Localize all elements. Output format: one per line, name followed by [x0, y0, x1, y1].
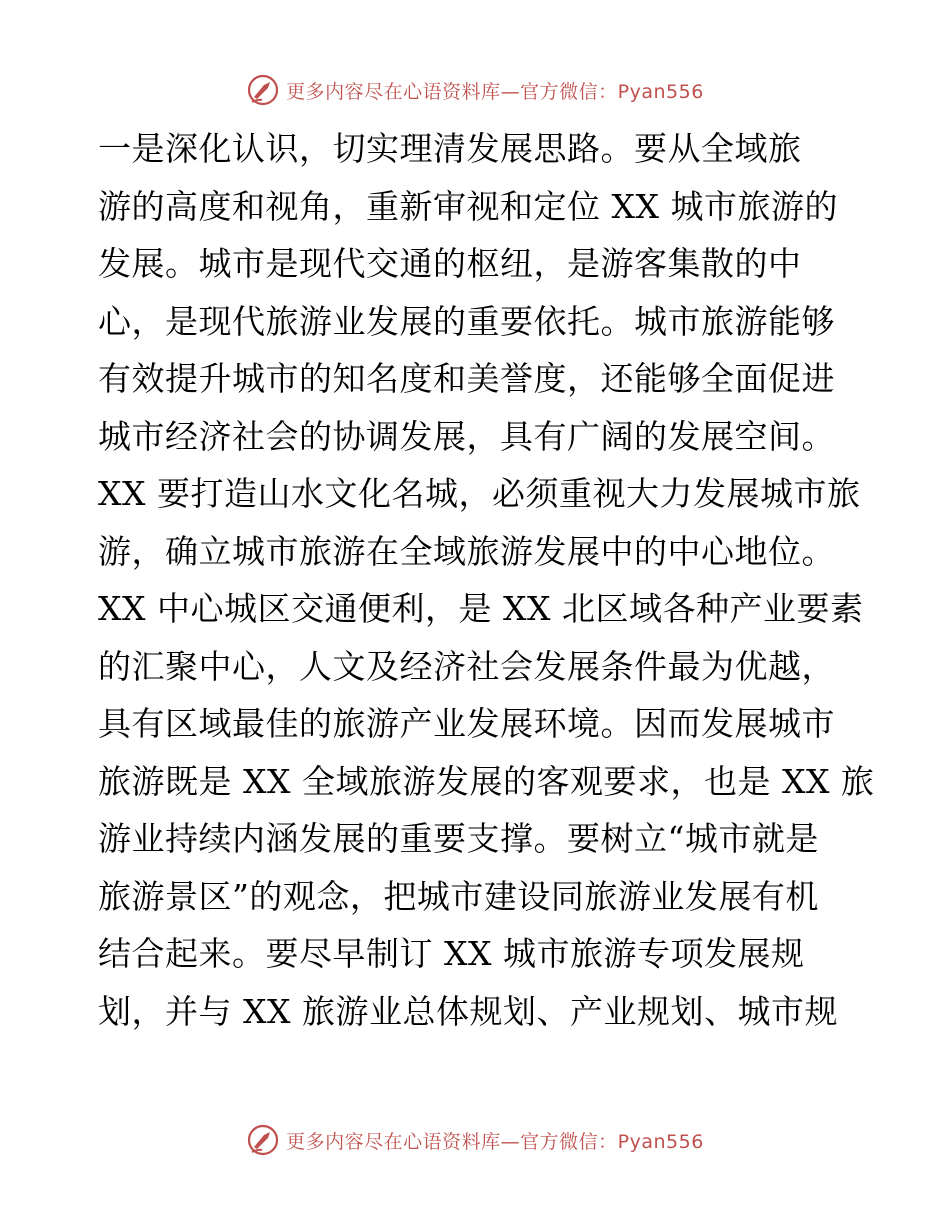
body-line: 划，并与 XX 旅游业总体规划、产业规划、城市规 — [98, 991, 838, 1031]
body-line: 城市经济社会的协调发展，具有广阔的发展空间。 — [98, 416, 835, 456]
body-line: 游的高度和视角，重新审视和定位 XX 城市旅游的 — [98, 186, 838, 226]
body-line: 旅游既是 XX 全域旅游发展的客观要求，也是 XX 旅 — [98, 761, 875, 801]
header-banner-text: 更多内容尽在心语资料库—官方微信：Pyan556 — [286, 80, 704, 103]
body-line: 一是深化认识，切实理清发展思路。要从全域旅 — [98, 129, 802, 168]
document-body — [98, 120, 875, 1040]
body-line: 具有区域最佳的旅游产业发展环境。因而发展城市 — [98, 704, 835, 743]
body-line: 游业持续内涵发展的重要支撑。要树立“城市就是 — [98, 819, 819, 858]
header-banner — [0, 70, 950, 110]
body-line: XX 要打造山水文化名城，必须重视大力发展城市旅 — [98, 474, 861, 513]
pen-nib-logo-icon — [246, 73, 280, 107]
footer-banner — [0, 1120, 950, 1160]
body-line: XX 中心城区交通便利，是 XX 北区域各种产业要素 — [98, 589, 864, 628]
body-line: 的汇聚中心，人文及经济社会发展条件最为优越， — [98, 646, 835, 686]
body-line: 发展。城市是现代交通的枢纽，是游客集散的中 — [98, 244, 802, 283]
body-line: 心，是现代旅游业发展的重要依托。城市旅游能够 — [98, 301, 835, 341]
body-line: 游，确立城市旅游在全域旅游发展中的中心地位。 — [98, 531, 835, 571]
pen-nib-logo-icon — [246, 1123, 280, 1157]
body-line: 旅游景区”的观念，把城市建设同旅游业发展有机 — [98, 876, 819, 916]
body-line: 结合起来。要尽早制订 XX 城市旅游专项发展规 — [98, 934, 805, 973]
body-line: 有效提升城市的知名度和美誉度，还能够全面促进 — [98, 359, 835, 398]
footer-banner-text: 更多内容尽在心语资料库—官方微信：Pyan556 — [286, 1130, 704, 1153]
